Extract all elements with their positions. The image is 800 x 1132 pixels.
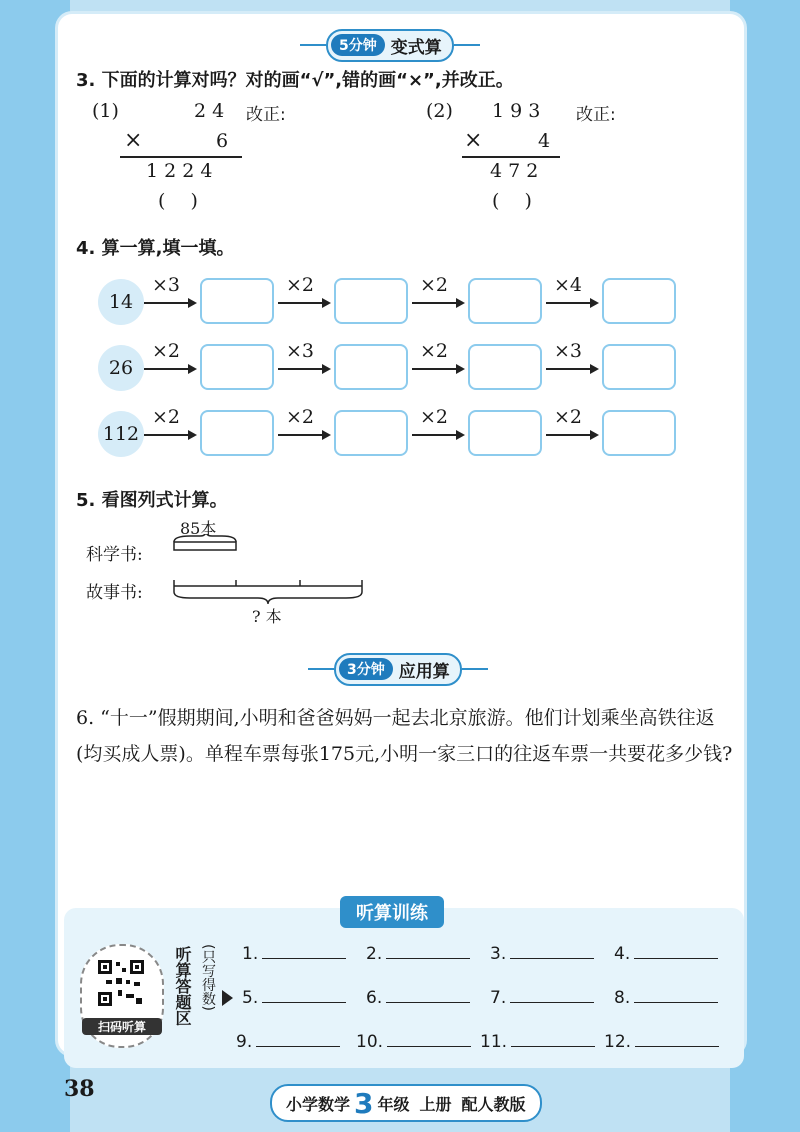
science-bar (174, 542, 236, 550)
op-label: ×2 (420, 340, 449, 362)
result-line (462, 156, 560, 158)
listening-title: 听算训练 (340, 896, 444, 928)
banner-line-left (300, 44, 326, 46)
arrow-op (412, 406, 466, 456)
story-books-label: 故事书: (86, 583, 143, 603)
answer-box[interactable] (468, 344, 542, 390)
answer-blank-4[interactable]: 4. (614, 944, 718, 964)
banner-pill (334, 653, 462, 686)
answer-box[interactable] (602, 278, 676, 324)
section-banner-application (308, 654, 488, 684)
answer-blank-7[interactable]: 7. (490, 988, 594, 1008)
op-label: ×3 (286, 340, 315, 362)
banner-line-left (308, 668, 334, 670)
result-line (120, 156, 242, 158)
answer-parens[interactable]: ( ) (158, 190, 198, 212)
answer-blank-10[interactable]: 10. (356, 1032, 471, 1052)
answer-blank-8[interactable]: 8. (614, 988, 718, 1008)
op-label: ×2 (152, 340, 181, 362)
answer-blank-12[interactable]: 12. (604, 1032, 719, 1052)
arrow-op (144, 406, 198, 456)
question-4-prompt: 4. 算一算,填一填。 (76, 238, 235, 259)
arrow-op (546, 406, 600, 456)
section-title: 应用算 (398, 661, 450, 682)
answer-blank-2[interactable]: 2. (366, 944, 470, 964)
qr-code-icon (96, 958, 146, 1008)
minutes-badge: 3分钟 (339, 658, 393, 680)
answer-blank-6[interactable]: 6. (366, 988, 470, 1008)
op-label: ×2 (286, 274, 315, 296)
op-label: ×2 (152, 406, 181, 428)
answer-box[interactable] (468, 410, 542, 456)
arrow-op (546, 274, 600, 324)
edition: 配人教版 (461, 1094, 526, 1114)
start-number: 14 (98, 279, 144, 325)
op-label: ×2 (420, 274, 449, 296)
science-books-label: 科学书: (86, 545, 143, 565)
qr-code-area[interactable] (80, 944, 164, 1048)
book-footer-label (270, 1084, 542, 1122)
times-sign: × (464, 128, 483, 153)
banner-line-right (462, 668, 488, 670)
answer-box[interactable] (468, 278, 542, 324)
answer-box[interactable] (334, 410, 408, 456)
answer-box[interactable] (200, 278, 274, 324)
subject: 小学数学 (286, 1094, 351, 1114)
answer-box[interactable] (334, 278, 408, 324)
op-label: ×4 (554, 274, 583, 296)
op-label: ×2 (286, 406, 315, 428)
qr-label: 扫码听算 (82, 1018, 162, 1035)
answer-blank-9[interactable]: 9. (236, 1032, 340, 1052)
fix-label: 改正: (576, 105, 616, 125)
problem-number: (1) (92, 100, 119, 122)
answer-blank-3[interactable]: 3. (490, 944, 594, 964)
arrow-op (144, 274, 198, 324)
grade-number: 3 (354, 1086, 374, 1120)
arrow-op (278, 274, 332, 324)
op-label: ×2 (420, 406, 449, 428)
multiplier: 4 (538, 130, 551, 152)
arrow-op (412, 340, 466, 390)
answer-box[interactable] (334, 344, 408, 390)
start-number: 112 (98, 411, 144, 457)
problem-number: (2) (426, 100, 453, 122)
arrow-op (144, 340, 198, 390)
op-label: ×2 (554, 406, 583, 428)
op-label: ×3 (554, 340, 583, 362)
question-5-prompt: 5. 看图列式计算。 (76, 490, 228, 511)
multiplicand: 2 4 (194, 100, 225, 122)
grade-unit: 年级 (377, 1094, 410, 1114)
times-sign: × (124, 128, 143, 153)
answer-blank-1[interactable]: 1. (242, 944, 346, 964)
start-number: 26 (98, 345, 144, 391)
result: 4 7 2 (490, 160, 539, 182)
result: 1 2 2 4 (146, 160, 213, 182)
arrow-op (546, 340, 600, 390)
science-brace (174, 534, 236, 542)
answer-area-note: (只写得数) (200, 944, 216, 1011)
answer-box[interactable] (602, 344, 676, 390)
question-3-prompt: 3. 下面的计算对吗？对的画“√”,错的画“×”,并改正。 (76, 70, 514, 91)
answer-blank-5[interactable]: 5. (242, 988, 346, 1008)
answer-blank-11[interactable]: 11. (480, 1032, 595, 1052)
multiplier: 6 (216, 130, 229, 152)
play-arrow-icon (222, 990, 233, 1006)
answer-box[interactable] (602, 410, 676, 456)
arrow-op (278, 406, 332, 456)
answer-box[interactable] (200, 410, 274, 456)
section-title: 变式算 (390, 37, 442, 58)
answer-parens[interactable]: ( ) (492, 190, 532, 212)
arrow-op (412, 274, 466, 324)
question-6-text: 6. “十一”假期期间,小明和爸爸妈妈一起去北京旅游。他们计划乘坐高铁往返(均买成人票)。单程车票每张175元,小明一家三口的往返车票一共要花多少钱? (76, 707, 733, 765)
story-brace (174, 592, 362, 604)
banner-line-right (454, 44, 480, 46)
answer-area-label: 听算答题区 (173, 946, 192, 1026)
multiplicand: 1 9 3 (492, 100, 541, 122)
science-books-value: 85本 (180, 519, 217, 538)
volume: 上册 (419, 1094, 452, 1114)
page-number: 38 (64, 1076, 95, 1102)
fix-label: 改正: (246, 105, 286, 125)
banner-pill (326, 29, 454, 62)
answer-box[interactable] (200, 344, 274, 390)
op-label: ×3 (152, 274, 181, 296)
arrow-op (278, 340, 332, 390)
story-books-value: ? 本 (252, 607, 282, 626)
minutes-badge: 5分钟 (331, 34, 385, 56)
section-banner-variant (300, 30, 480, 60)
